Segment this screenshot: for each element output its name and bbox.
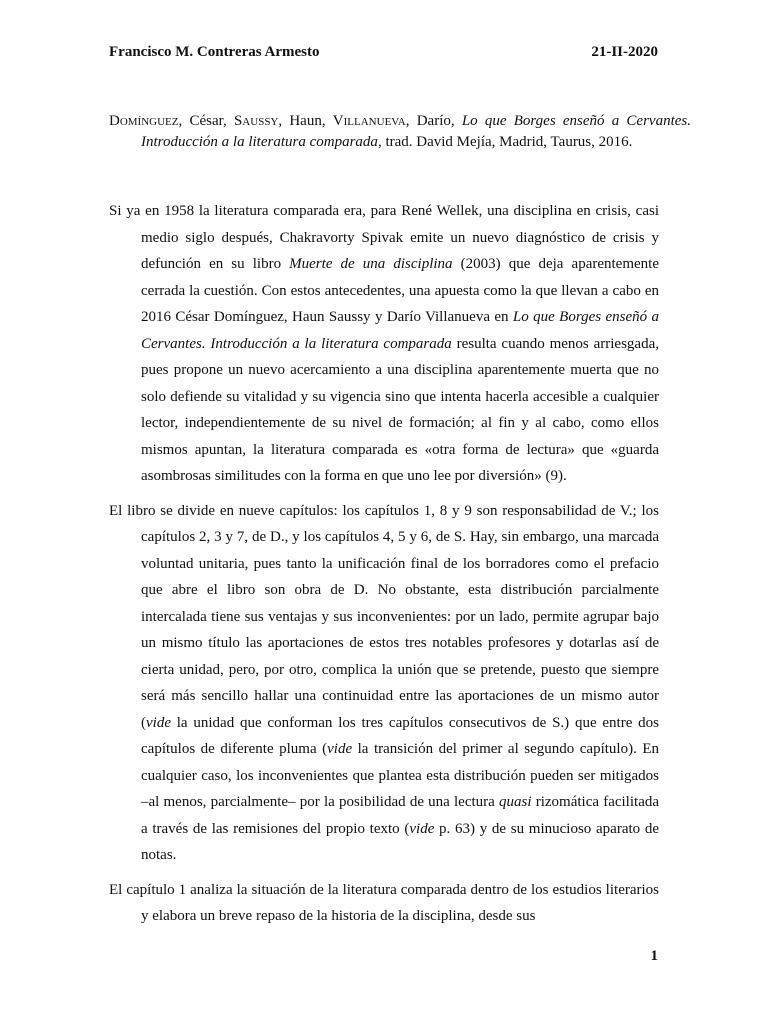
reference-author-1-rest: , César, bbox=[178, 113, 234, 129]
paragraph-2-text-a: El libro se divide en nueve capítulos: los capítulos 1, 8 y 9 son responsabilidad de V.; los capítulos 2, 3 y 7, de D., y los capítulos 4, 5 y 6, de S. Hay, sin embargo, una marcada voluntad unitaria, pues tanto la unificación final de los borradores como el prefacio que abre el libro son obra de D. No obstante, esta distribución parcialmente intercalada tiene sus ventajas y sus inconvenientes: por un lado, permite agrupar bajo un mismo título las aportaciones de estos tres notables profesores y dotarlas así de cierta unidad, pero, por otro, complica la unión que se pretende, puesto que siempre será más sencillo hallar una continuidad entre las aportaciones de un mismo autor ( bbox=[109, 502, 659, 731]
page-header bbox=[109, 42, 658, 62]
header-date: 21-II-2020 bbox=[591, 44, 658, 60]
reference-title: Lo que Borges enseñó a Cervantes. Introducción a la literatura comparada bbox=[141, 113, 691, 150]
paragraph-2-italic-vide-2: vide bbox=[327, 741, 353, 757]
paragraph-3-text-a: El capítulo 1 analiza la situación de la literatura comparada dentro de los estudios literarios y elabora un breve repaso de la historia de la disciplina, desde sus bbox=[109, 881, 659, 924]
page-number: 1 bbox=[650, 948, 658, 964]
paragraph-1-text-a: Si ya en 1958 la literatura comparada era, para René Wellek, una disciplina en crisis, casi medio siglo después, Chakravorty Spivak emite un nuevo diagnóstico de crisis y defunción en su libro bbox=[109, 203, 659, 272]
reference-author-2-rest: , Haun, bbox=[278, 113, 333, 129]
paragraph-1-italic-book-title: Lo que Borges enseñó a Cervantes. Introducción a la literatura comparada bbox=[141, 309, 660, 352]
bibliographic-reference bbox=[109, 111, 691, 152]
paragraph-1-italic-title: Muerte de una disciplina bbox=[289, 256, 453, 272]
paragraph-2-italic-vide-3: vide bbox=[409, 820, 435, 837]
reference-author-3-rest: , Darío, bbox=[405, 113, 462, 129]
paragraph-2-text-g: rizomática facilitada a través de las remisiones del propio texto ( bbox=[141, 794, 660, 837]
paragraph-2-text-c: la unidad que conforman los tres capítulos consecutivos de S.) que entre dos capítulos de diferente pluma ( bbox=[141, 714, 659, 757]
header-author: Francisco M. Contreras Armesto bbox=[109, 44, 320, 60]
reference-author-2: Saussy bbox=[233, 113, 279, 129]
review-body bbox=[109, 198, 659, 938]
paragraph-3 bbox=[109, 877, 659, 930]
paragraph-1-text-e: resulta cuando menos arriesgada, pues propone un nuevo acercamiento a una disciplina aparentemente muerta que no solo defiende su vitalidad y su vigencia sino que intenta hacerla accesible a cualquier lector, independientemente de su nivel de formación; al fin y al cabo, como ellos mismos apuntan, la literatura comparada es «otra forma de lectura» que «guarda asombrosas similitudes con la forma en que uno lee por diversión» (9). bbox=[141, 335, 659, 484]
paragraph-2-text-i: p. 63) y de su minucioso aparato de notas. bbox=[141, 820, 659, 863]
paragraph-2-italic-quasi: quasi bbox=[499, 794, 532, 810]
paragraph-2-text-e: la transición del primer al segundo capítulo). En cualquier caso, los inconvenientes que plantea esta distribución pueden ser mitigados –al menos, parcialmente– por la posibilidad de una lectura bbox=[141, 741, 659, 810]
reference-author-1: Domínguez bbox=[109, 113, 179, 129]
reference-author-3: Villanueva bbox=[332, 113, 406, 129]
paragraph-1 bbox=[109, 198, 659, 490]
paragraph-1-text-c: (2003) que deja aparentemente cerrada la cuestión. Con estos antecedentes, una apuesta como la que llevan a cabo en 2016 César Domínguez, Haun Saussy y Darío Villanueva en bbox=[141, 256, 659, 325]
reference-publication: , trad. David Mejía, Madrid, Taurus, 2016. bbox=[377, 133, 633, 150]
paragraph-2-italic-vide-1: vide bbox=[146, 714, 171, 731]
paragraph-2 bbox=[109, 498, 659, 869]
